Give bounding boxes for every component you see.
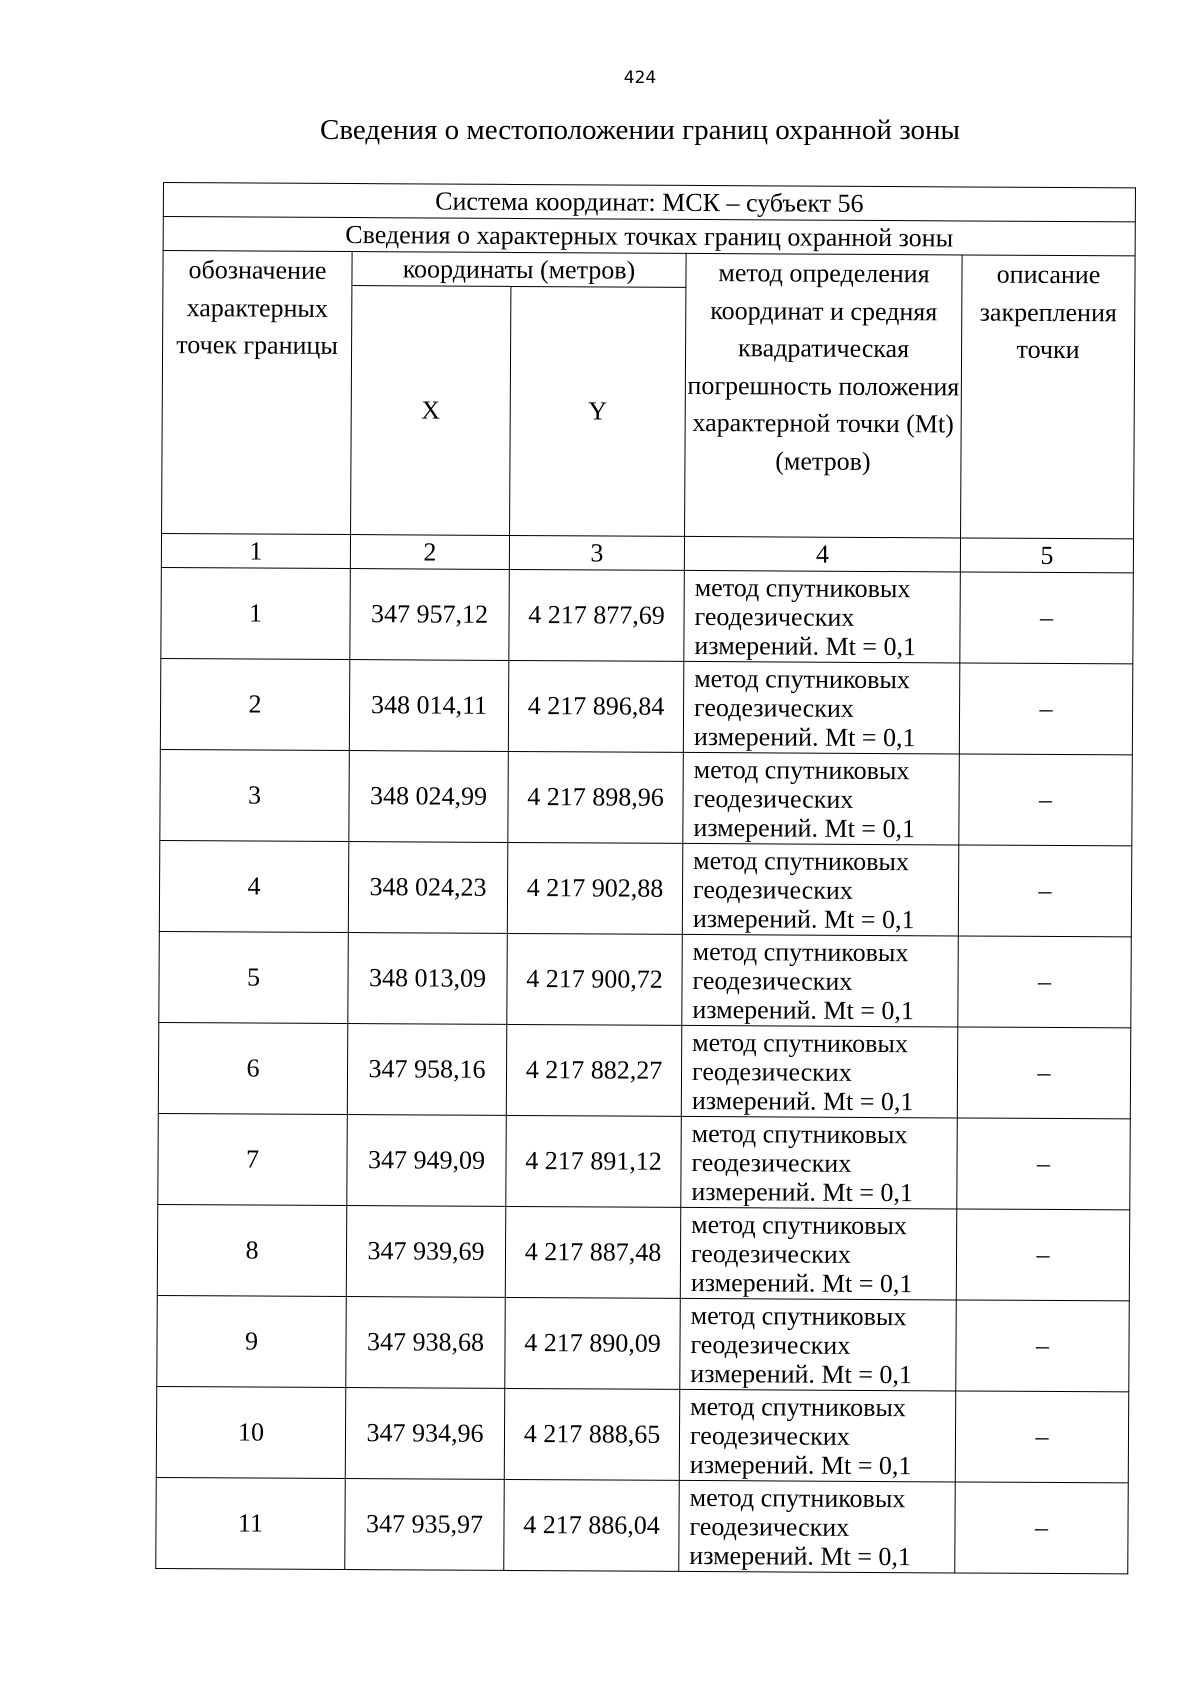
coord-x: 348 024,99: [349, 751, 509, 843]
coord-x: 347 935,97: [345, 1479, 505, 1571]
description-cell: –: [957, 1118, 1131, 1210]
column-number-row: [161, 533, 1133, 572]
header-description: описание закрепления точки: [961, 255, 1136, 539]
table-row: [160, 658, 1132, 754]
method-cell: метод спутниковых геодезических измерений. Mt = 0,1: [681, 1116, 958, 1209]
method-cell: метод спутниковых геодезических измерений. Mt = 0,1: [682, 843, 959, 936]
method-cell: метод спутниковых геодезических измерений. Mt = 0,1: [684, 570, 961, 663]
point-number: 11: [156, 1477, 346, 1569]
table-row: [161, 567, 1133, 663]
coord-x: 348 014,11: [349, 660, 509, 752]
table-row: [160, 749, 1132, 845]
column-number: 3: [509, 535, 684, 570]
coord-x: 347 949,09: [347, 1115, 507, 1207]
coord-x: 348 013,09: [348, 933, 508, 1025]
page-title: Сведения о местоположении границ охранной зоны: [319, 114, 960, 146]
coordinate-system-row: [163, 183, 1135, 222]
coord-x: 347 939,69: [346, 1206, 506, 1298]
coord-y: 4 217 887,48: [505, 1206, 681, 1298]
point-number: 8: [157, 1204, 347, 1296]
description-cell: –: [956, 1209, 1130, 1301]
method-cell: метод спутниковых геодезических измерений. Mt = 0,1: [681, 1025, 958, 1118]
point-number: 3: [160, 749, 350, 841]
point-number: 4: [159, 840, 349, 932]
point-number: 1: [161, 567, 351, 659]
description-cell: –: [958, 845, 1132, 937]
column-number: 2: [350, 535, 509, 570]
coord-y: 4 217 886,04: [504, 1479, 680, 1571]
header-x: X: [351, 286, 511, 536]
coord-y: 4 217 902,88: [507, 842, 683, 934]
coord-x: 347 958,16: [347, 1024, 507, 1116]
method-cell: метод спутниковых геодезических измерений. Mt = 0,1: [680, 1207, 957, 1300]
info-row: [163, 217, 1135, 256]
column-number: 1: [161, 533, 350, 568]
table-row: [156, 1386, 1128, 1482]
method-cell: метод спутниковых геодезических измерений. Mt = 0,1: [683, 661, 960, 754]
table-row: [156, 1477, 1128, 1573]
coord-x: 347 938,68: [346, 1297, 506, 1389]
table-body: [156, 183, 1136, 1574]
description-cell: –: [955, 1482, 1129, 1574]
coord-y: 4 217 888,65: [504, 1388, 680, 1480]
point-number: 9: [157, 1295, 347, 1387]
coord-y: 4 217 898,96: [508, 751, 684, 843]
table-row: [157, 1204, 1129, 1300]
method-cell: метод спутниковых геодезических измерений. Mt = 0,1: [683, 752, 960, 845]
method-cell: метод спутниковых геодезических измерений. Mt = 0,1: [682, 934, 959, 1027]
point-number: 10: [156, 1386, 346, 1478]
method-cell: метод спутниковых геодезических измерений. Mt = 0,1: [679, 1480, 956, 1573]
header-y: Y: [510, 286, 686, 536]
table-row: [159, 931, 1131, 1027]
description-cell: –: [958, 936, 1132, 1028]
table-row: [158, 1113, 1130, 1209]
header-method: метод определения координат и средняя квадратическая погрешность положения характерной точки (Mt) (метров): [685, 253, 963, 538]
description-cell: –: [957, 1027, 1131, 1119]
coord-y: 4 217 877,69: [509, 569, 685, 661]
description-cell: –: [960, 572, 1134, 664]
point-number: 5: [159, 931, 349, 1023]
header-coordinates: координаты (метров): [352, 252, 686, 288]
table-row: [158, 1022, 1130, 1118]
coord-x: 347 934,96: [345, 1388, 505, 1480]
table-row: [159, 840, 1131, 936]
header-row: [163, 251, 1135, 290]
coordinates-table: [155, 182, 1136, 1574]
point-number: 6: [158, 1022, 348, 1114]
coord-y: 4 217 890,09: [505, 1297, 681, 1389]
point-number: 7: [158, 1113, 348, 1205]
description-cell: –: [956, 1300, 1130, 1392]
coord-x: 347 957,12: [350, 569, 510, 661]
coord-x: 348 024,23: [348, 842, 508, 934]
description-cell: –: [959, 754, 1133, 846]
page-number: 424: [623, 68, 657, 88]
coord-y: 4 217 900,72: [507, 933, 683, 1025]
coord-y: 4 217 891,12: [506, 1115, 682, 1207]
point-number: 2: [160, 658, 350, 750]
column-number: 4: [684, 536, 960, 572]
info-cell: Сведения о характерных точках границ охранной зоны: [163, 217, 1135, 256]
table-row: [157, 1295, 1129, 1391]
method-cell: метод спутниковых геодезических измерений. Mt = 0,1: [679, 1389, 956, 1482]
coordinate-system-cell: Система координат: МСК – субъект 56: [163, 183, 1135, 222]
method-cell: метод спутниковых геодезических измерений. Mt = 0,1: [680, 1298, 957, 1391]
coord-y: 4 217 882,27: [506, 1024, 682, 1116]
description-cell: –: [959, 663, 1133, 755]
coord-y: 4 217 896,84: [508, 660, 684, 752]
description-cell: –: [955, 1391, 1129, 1483]
column-number: 5: [960, 538, 1133, 573]
header-designation: обозначение характерных точек границы: [162, 251, 353, 535]
